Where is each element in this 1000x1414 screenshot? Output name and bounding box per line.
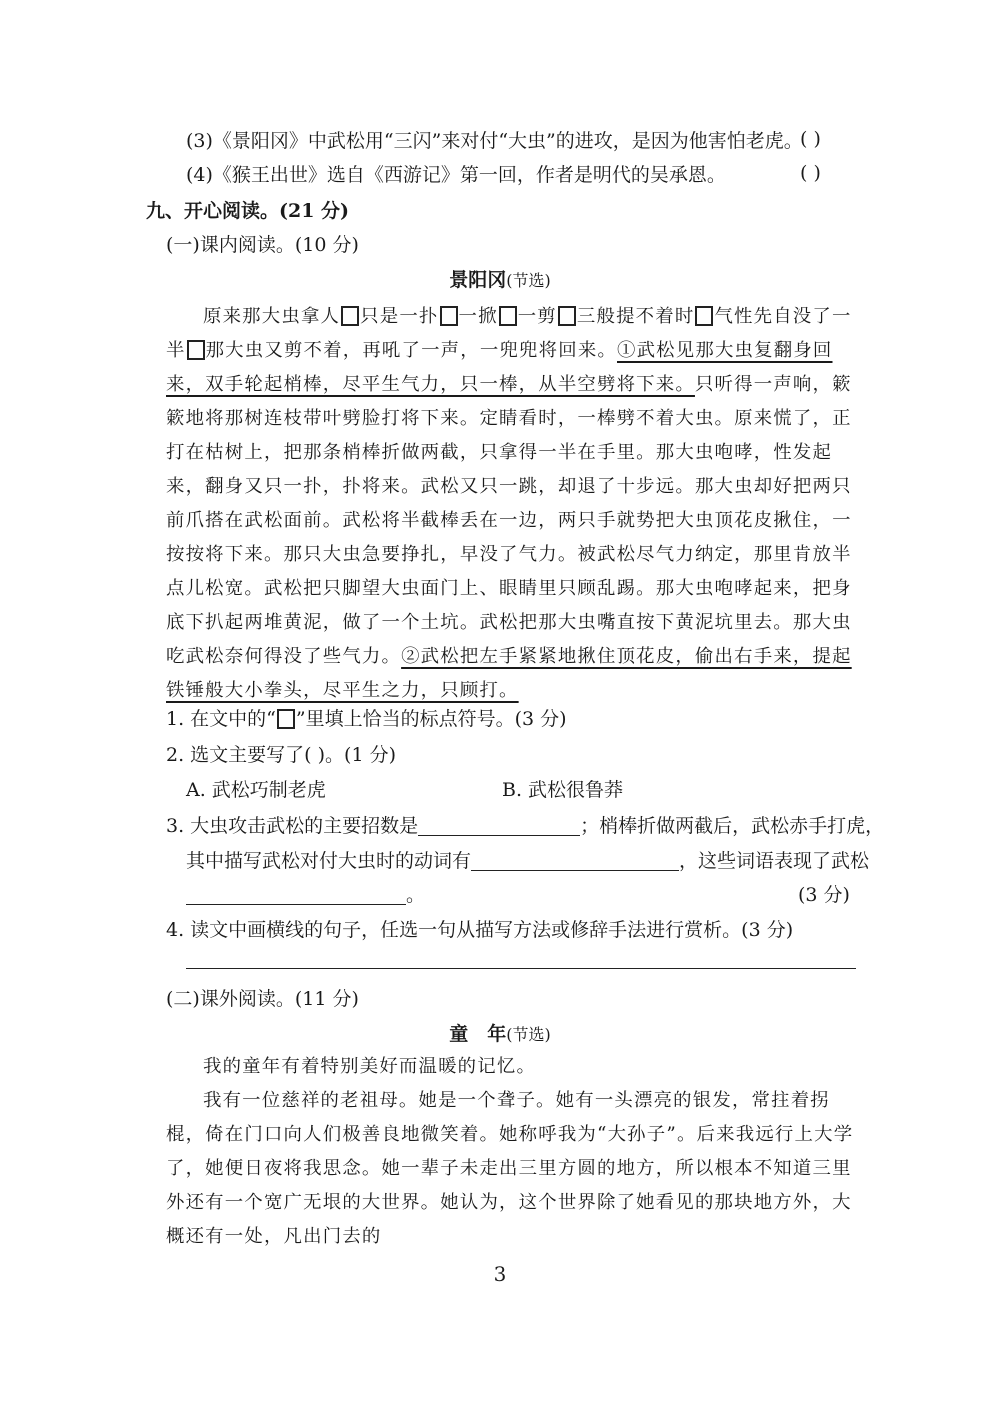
question-3-line-3: 。: [186, 882, 425, 908]
page-number: 3: [493, 1262, 507, 1286]
answer-blank[interactable]: [471, 850, 679, 871]
blank-box[interactable]: [695, 306, 713, 326]
passage-title: 景阳冈: [449, 269, 507, 291]
passage2-paragraph: 我有一位慈祥的老祖母。她是一个聋子。她有一头漂亮的银发，常拄着拐棍，倚在门口向人们极善良地微笑着。她称呼我为“大孙子”。后来我远行上大学了，她便日夜将我思念。她一辈子未走出三里方圆的地方，所以根本不知道三里外还有一个宽广无垠的大世界。她认为，这个世界除了她看见的那块地方外，大概还有一处，凡出门去的: [166, 1090, 854, 1247]
passage2-note: (节选): [506, 1025, 551, 1044]
passage-segment: 只听得一声响，簌簌地将那树连枝带叶劈脸打将下来。定睛看时，一棒劈不着大虫。原来慌了，正打在枯树上，把那条梢棒折做两截，只拿得一半在手里。那大虫咆哮，性发起来，翻身又只一扑，扑将来。武松又只一跳，却退了十步远。那大虫却好把两只前爪搭在武松面前。武松将半截棒丢在一边，两只手就势把大虫顶花皮揪住，一按按将下来。那只大虫急要挣扎，早没了气力。被武松尽气力纳定，那里肯放半点儿松宽。武松把只脚望大虫面门上、眼睛里只顾乱踢。那大虫咆哮起来，把身底下扒起两堆黄泥，做了一个土坑。武松把那大虫嘴直按下黄泥坑里去。那大虫吃武松奈何得没了些气力。: [166, 374, 852, 667]
passage2-title: 童 年: [449, 1023, 507, 1045]
passage-segment: 三般提不着时: [576, 306, 695, 327]
passage-segment: 只是一扑: [360, 306, 439, 327]
question-3-score: (3 分): [798, 884, 850, 906]
blank-box[interactable]: [558, 306, 576, 326]
question-1: 1. 在文中的“ ”里填上恰当的标点符号。(3 分): [166, 708, 567, 730]
underlined-sentence-1: ①武松见那大虫复翻身回来，双手轮起梢棒，尽平生气力，只一棒，从半空劈将下来。: [166, 340, 833, 395]
passage-text: [166, 300, 856, 708]
blank-box[interactable]: [499, 306, 517, 326]
passage-segment: 气性先自没了一半: [166, 306, 852, 361]
section-title: 九、开心阅读。(21 分): [146, 200, 350, 222]
answer-blank[interactable]: [418, 815, 580, 836]
blank-box[interactable]: [187, 340, 205, 360]
answer-paren: ( ): [800, 128, 821, 150]
passage-segment: 那大虫又剪不着，再吼了一声，一兜兜将回来。: [205, 340, 617, 361]
answer-blank[interactable]: [186, 884, 406, 905]
question-3-line-1: 3. 大虫攻击武松的主要招数是 ；梢棒折做两截后，武松赤手打虎，: [166, 815, 885, 837]
passage-note: (节选): [506, 271, 551, 290]
judge-question-4: (4)《猴王出世》选自《西游记》第一回，作者是明代的吴承恩。: [186, 164, 726, 186]
judge-question-3: (3)《景阳冈》中武松用“三闪”来对付“大虫”的进攻，是因为他害怕老虎。: [186, 130, 803, 152]
answer-line[interactable]: [186, 968, 856, 969]
option-b[interactable]: B. 武松很鲁莽: [502, 779, 624, 801]
passage-segment: 一掀: [458, 306, 498, 327]
option-a[interactable]: A. 武松巧制老虎: [186, 779, 326, 801]
part-title: (二)课外阅读。(11 分): [166, 988, 359, 1010]
passage2-title-line: [0, 1021, 1000, 1048]
blank-box[interactable]: [341, 306, 359, 326]
question-2: 2. 选文主要写了( )。(1 分): [166, 744, 396, 766]
passage-title-line: [0, 267, 1000, 294]
question-3-line-2: 其中描写武松对付大虫时的动词有 ，这些词语表现了武松: [186, 850, 870, 872]
blank-box[interactable]: [440, 306, 458, 326]
passage2-text: [166, 1050, 856, 1254]
part-title: (一)课内阅读。(10 分): [166, 234, 359, 256]
blank-box: [277, 709, 295, 729]
question-4: 4. 读文中画横线的句子，任选一句从描写方法或修辞手法进行赏析。(3 分): [166, 919, 794, 941]
answer-paren: ( ): [800, 162, 821, 184]
passage-segment: 一剪: [517, 306, 557, 327]
underlined-sentence-2: ②武松把左手紧紧地揪住顶花皮，偷出右手来，提起铁锤般大小拳头，尽平生之力，只顾打。: [166, 646, 852, 701]
passage-segment: 原来那大虫拿人: [203, 306, 341, 327]
passage2-paragraph: 我的童年有着特别美好而温暖的记忆。: [203, 1056, 537, 1077]
